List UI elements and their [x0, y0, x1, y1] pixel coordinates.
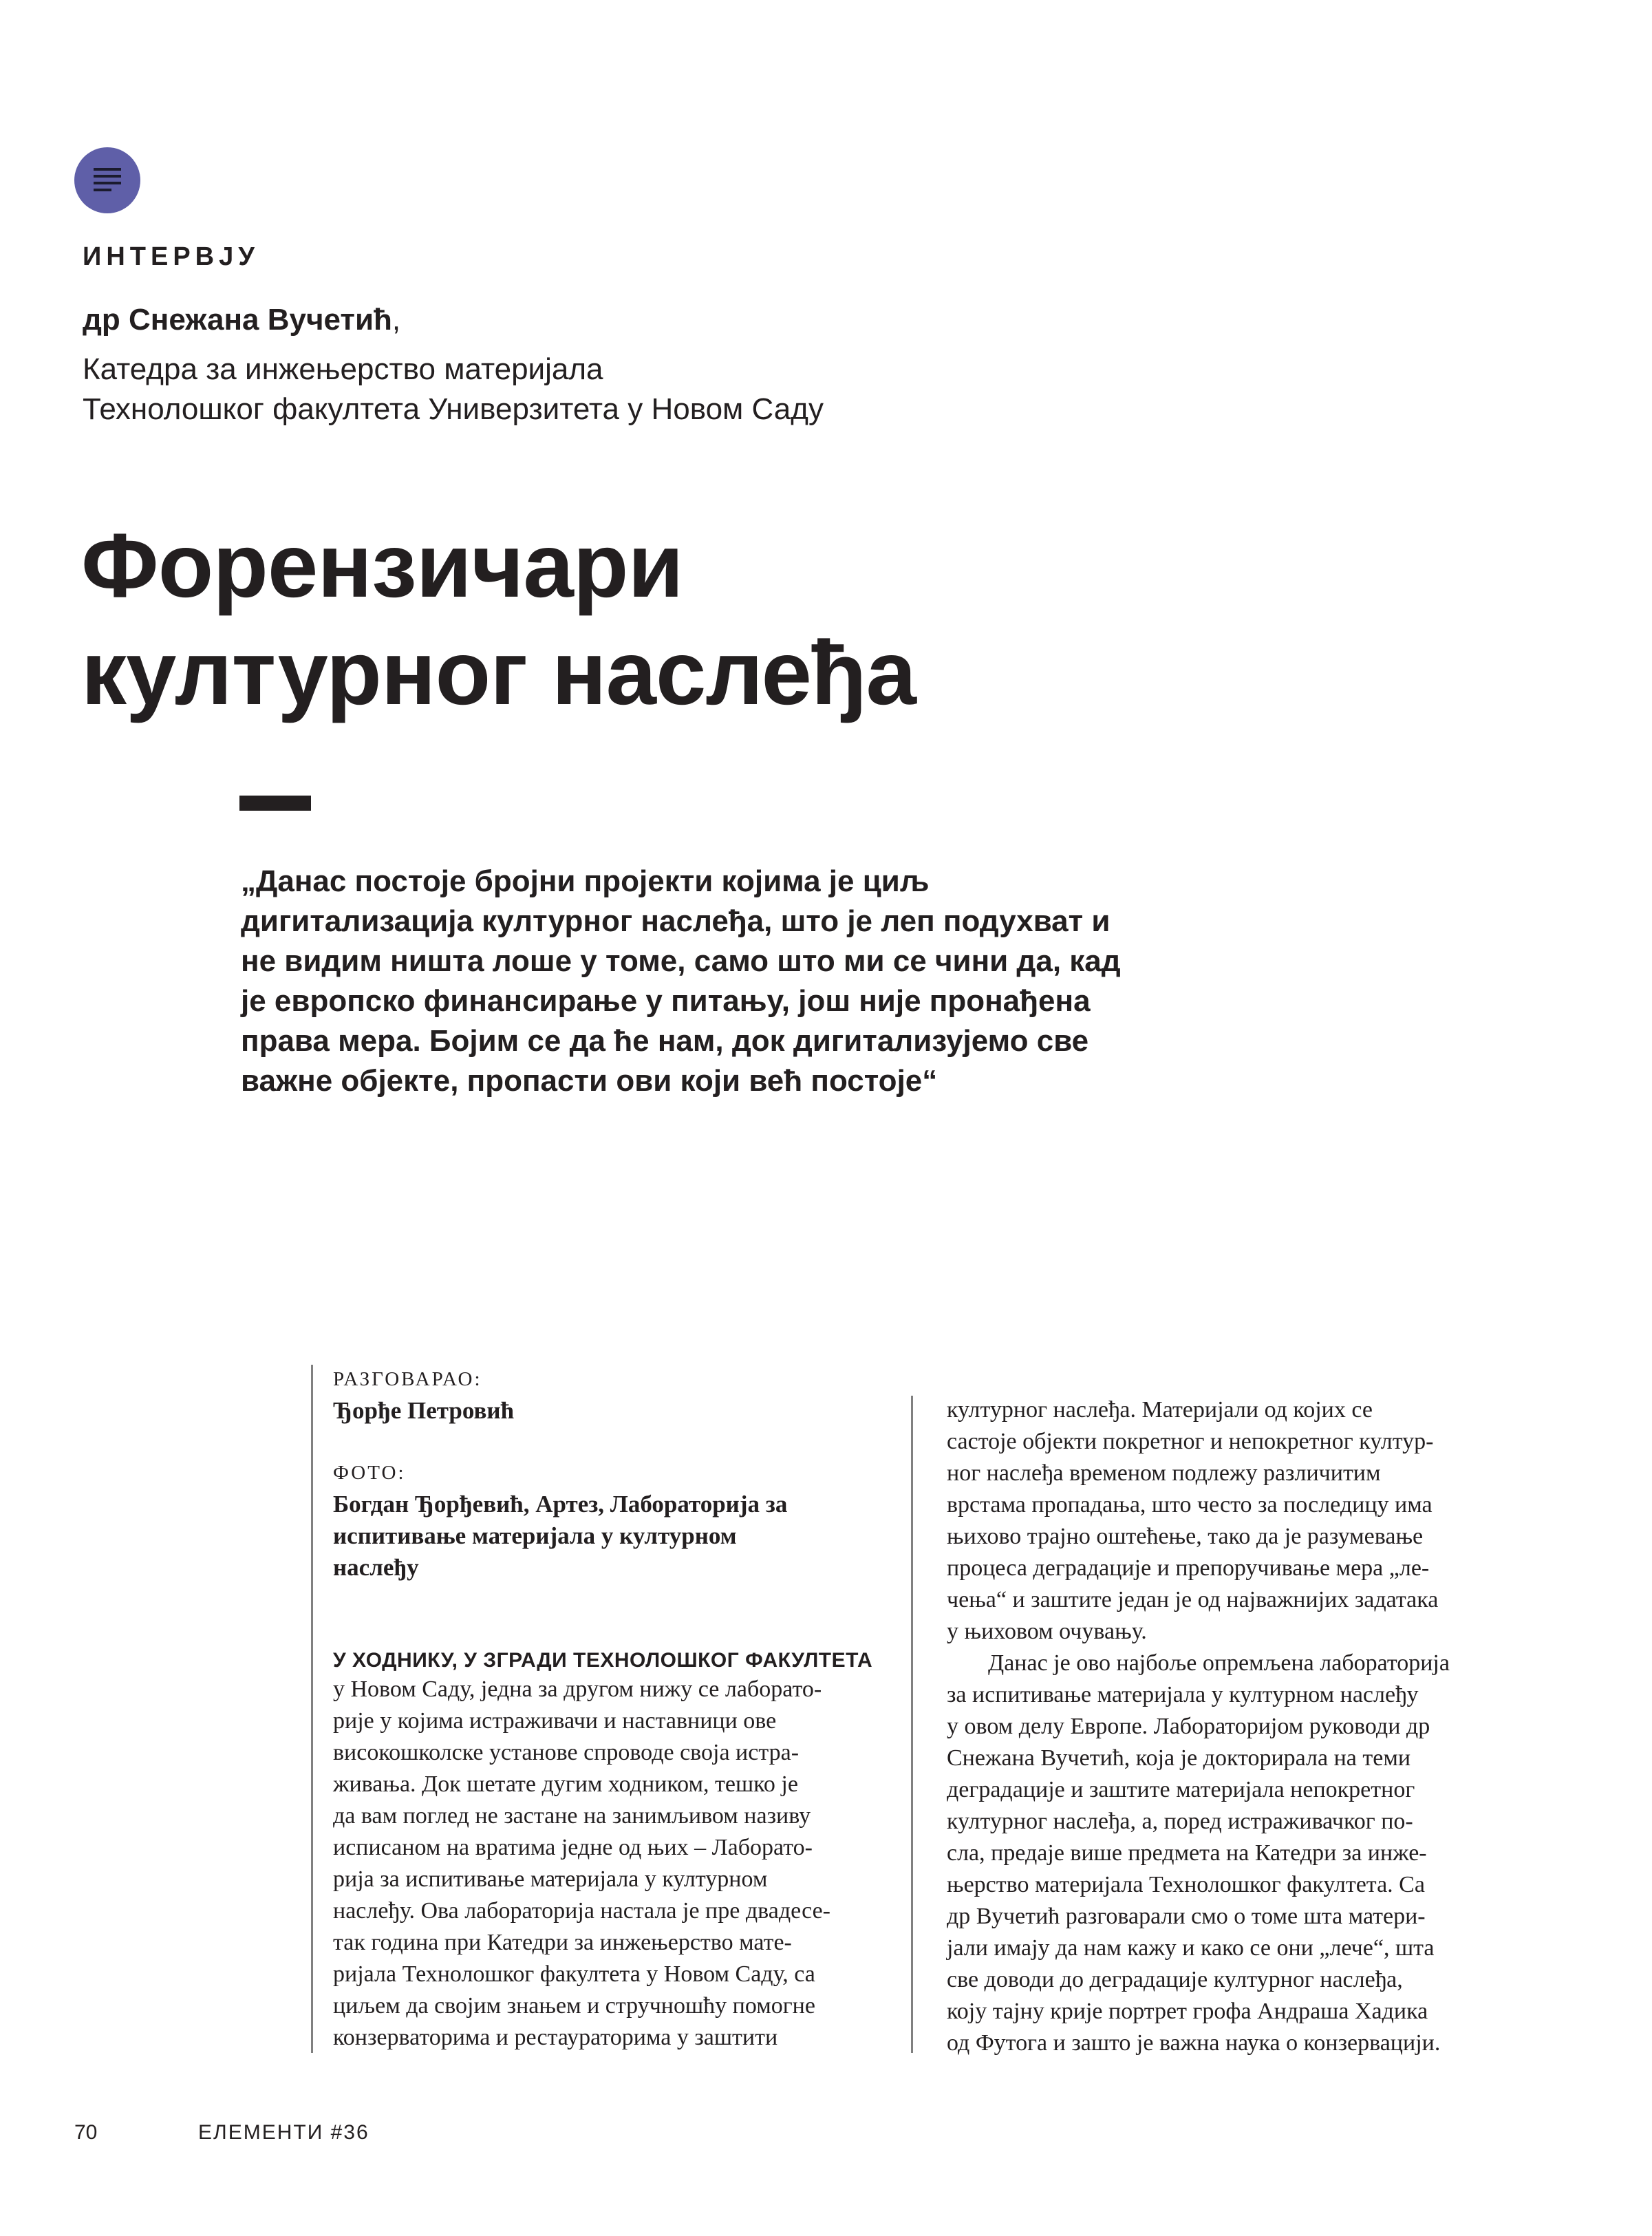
author-affiliation-line: Технолошког факултета Универзитета у Новом Саду [83, 392, 824, 426]
body-line: ног наслеђа временом подлежу различитим [947, 1460, 1381, 1486]
text-lines-icon [74, 147, 140, 213]
body-line: исписаном на вратима једне од њих – Лаборато- [333, 1835, 813, 1860]
photo-credit-line: наслеђу [333, 1554, 419, 1581]
headline-line: културног наслеђа [81, 622, 916, 723]
photo-credit-line: испитивање материјала у културном [333, 1522, 737, 1549]
body-line: високошколске установе спроводе своја истра- [333, 1740, 800, 1765]
body-line: коју тајну крије портрет грофа Андраша Хадика [947, 1999, 1428, 2024]
body-line: ријала Технолошког факултета у Новом Саду, са [333, 1961, 815, 1987]
page-number: 70 [74, 2121, 98, 2144]
body-line: рија за испитивање материјала у културном [333, 1866, 768, 1892]
body-line: културног наслеђа, а, поред истраживачког по- [947, 1809, 1413, 1834]
body-line: све доводи до деградације културног наслеђа, [947, 1967, 1403, 1992]
author-name: др Снежана Вучетић, [83, 303, 401, 337]
pull-quote-line: је европско финансирање у питању, још није пронађена [241, 984, 1091, 1018]
magazine-name: ЕЛЕМЕНТИ #36 [198, 2121, 369, 2144]
body-line: рије у којима истраживачи и наставници ове [333, 1708, 777, 1734]
headline-line: Форензичари [81, 515, 683, 616]
body-line: наслеђу. Ова лабораторија настала је пре двадесе- [333, 1898, 830, 1924]
author-affiliation-line: Катедра за инжењерство материјала [83, 352, 603, 386]
body-line: Данас је ово најбоље опремљена лабораторија [988, 1650, 1450, 1676]
article-type-icon [74, 147, 140, 213]
body-line: процеса деградације и препоручивање мера „ле- [947, 1555, 1430, 1581]
interviewer-name: Ђорђе Петровић [333, 1397, 515, 1424]
column-rule [311, 1365, 313, 2053]
pull-quote-line: „Данас постоје бројни пројекти којима је циљ [241, 864, 930, 898]
body-line: да вам поглед не застане на занимљивом називу [333, 1803, 811, 1829]
body-line: њерство материјала Технолошког факултета. Са [947, 1872, 1425, 1897]
body-line: од Футога и зашто је важна наука о конзервацији. [947, 2030, 1441, 2056]
pull-quote-line: права мера. Бојим се да ће нам, док дигитализујемо све [241, 1024, 1089, 1058]
photo-credit-line: Богдан Ђорђевић, Артез, Лабораторија за [333, 1491, 788, 1518]
body-line: у њиховом очувању. [947, 1619, 1147, 1644]
body-line: циљем да својим знањем и стручношћу помогне [333, 1993, 815, 2019]
headline-divider [239, 796, 311, 811]
pull-quote-line: дигитализација културног наслеђа, што је леп подухват и [241, 904, 1111, 938]
pull-quote-line: важне објекте, пропасти ови који већ постоје“ [241, 1064, 938, 1098]
body-line: сла, предаје више предмета на Катедри за инже- [947, 1840, 1427, 1866]
section-label: ИНТЕРВЈУ [83, 242, 259, 271]
pull-quote-line: не видим ништа лоше у томе, само што ми се чини да, кад [241, 944, 1121, 978]
body-line: др Вучетић разговарали смо о томе шта матери- [947, 1904, 1426, 1929]
body-line: њихово трајно оштећење, тако да је разумевање [947, 1524, 1424, 1549]
body-line: Снежана Вучетић, која је докторирала на теми [947, 1745, 1411, 1771]
body-line: деградације и заштите материјала непокретног [947, 1777, 1415, 1802]
body-line: конзерваторима и рестаураторима у заштити [333, 2025, 778, 2050]
body-line: врстама пропадања, што често за последицу има [947, 1492, 1433, 1518]
body-line: живања. Док шетате дугим ходником, тешко је [333, 1771, 798, 1797]
lead-in: У ХОДНИКУ, У ЗГРАДИ ТЕХНОЛОШКОГ ФАКУЛТЕТА [333, 1649, 873, 1672]
body-line: састоје објекти покретног и непокретног култур- [947, 1429, 1434, 1454]
body-line: у Новом Саду, једна за другом нижу се лаборато- [333, 1676, 822, 1702]
body-line: културног наслеђа. Материјали од којих се [947, 1397, 1373, 1423]
body-line: за испитивање материјала у културном наслеђу [947, 1682, 1419, 1707]
body-line: так година при Катедри за инжењерство мате- [333, 1930, 792, 1955]
interviewer-label: РАЗГОВАРАО: [333, 1368, 482, 1390]
body-line: чења“ и заштите један је од најважнијих задатака [947, 1587, 1439, 1612]
photo-label: ФОТО: [333, 1462, 406, 1484]
body-line: у овом делу Европе. Лабораторијом руководи др [947, 1714, 1430, 1739]
column-rule [911, 1396, 913, 2053]
body-line: јали имају да нам кажу и како се они „лече“, шта [947, 1935, 1435, 1961]
